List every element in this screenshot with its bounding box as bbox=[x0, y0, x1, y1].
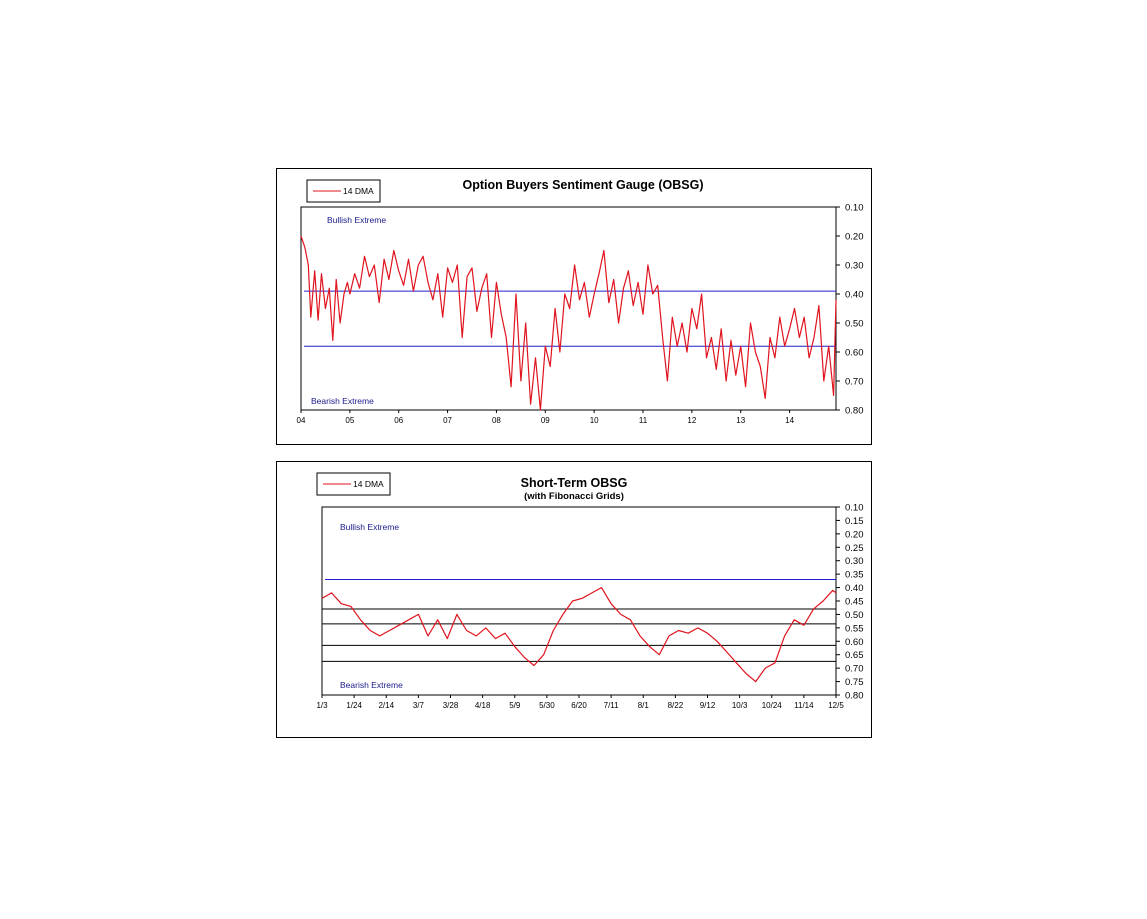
y-tick-label: 0.80 bbox=[845, 405, 864, 417]
x-tick-label: 5/30 bbox=[539, 701, 555, 710]
x-tick-label: 14 bbox=[785, 416, 795, 425]
y-tick-label: 0.25 bbox=[845, 542, 864, 554]
y-tick-label: 0.75 bbox=[845, 677, 864, 689]
x-tick-label: 1/24 bbox=[346, 701, 362, 710]
x-tick-label: 1/3 bbox=[316, 701, 328, 710]
y-tick-label: 0.55 bbox=[845, 623, 864, 635]
obsg-long-term-chart bbox=[277, 169, 873, 446]
x-tick-label: 9/12 bbox=[699, 701, 716, 710]
y-tick-label: 0.70 bbox=[845, 663, 864, 675]
y-tick-label: 0.30 bbox=[845, 556, 864, 568]
plot-area bbox=[301, 207, 836, 410]
x-tick-label: 06 bbox=[394, 416, 404, 425]
obsg-short-term-panel bbox=[276, 461, 872, 738]
x-axis-ticks bbox=[297, 410, 795, 425]
chart-title: Short-Term OBSG bbox=[520, 476, 628, 490]
legend-label: 14 DMA bbox=[343, 186, 374, 196]
y-tick-label: 0.50 bbox=[845, 318, 864, 330]
legend-label: 14 DMA bbox=[353, 479, 384, 489]
x-tick-label: 13 bbox=[736, 416, 746, 425]
x-tick-label: 10/3 bbox=[731, 701, 748, 710]
x-tick-label: 4/18 bbox=[474, 701, 491, 710]
y-tick-label: 0.35 bbox=[845, 569, 864, 581]
y-tick-label: 0.60 bbox=[845, 347, 864, 359]
x-tick-label: 08 bbox=[491, 416, 501, 425]
x-tick-label: 8/22 bbox=[667, 701, 684, 710]
obsg-short-term-chart bbox=[277, 462, 873, 739]
x-tick-label: 3/28 bbox=[442, 701, 459, 710]
obsg-long-term-panel bbox=[276, 168, 872, 445]
y-tick-label: 0.80 bbox=[845, 690, 864, 702]
series-line-14-dma bbox=[322, 588, 836, 682]
plot-area bbox=[322, 507, 836, 695]
x-tick-label: 12/5 bbox=[828, 701, 844, 710]
y-tick-label: 0.15 bbox=[845, 515, 864, 527]
y-tick-label: 0.40 bbox=[845, 289, 864, 301]
y-axis-ticks bbox=[836, 503, 864, 702]
bullish-extreme-label: Bullish Extreme bbox=[340, 522, 400, 532]
x-tick-label: 11/14 bbox=[794, 701, 814, 710]
x-tick-label: 05 bbox=[345, 416, 355, 425]
x-tick-label: 8/1 bbox=[637, 701, 649, 710]
y-tick-label: 0.65 bbox=[845, 650, 864, 662]
bearish-extreme-label: Bearish Extreme bbox=[311, 396, 374, 406]
y-tick-label: 0.10 bbox=[845, 502, 864, 514]
y-tick-label: 0.50 bbox=[845, 609, 864, 621]
x-tick-label: 7/11 bbox=[603, 701, 619, 710]
y-tick-label: 0.20 bbox=[845, 529, 864, 541]
x-tick-label: 09 bbox=[540, 416, 550, 425]
bullish-extreme-label: Bullish Extreme bbox=[327, 215, 387, 225]
x-tick-label: 3/7 bbox=[412, 701, 424, 710]
x-tick-label: 12 bbox=[687, 416, 697, 425]
fibonacci-grid-lines bbox=[322, 609, 836, 661]
chart-title: Option Buyers Sentiment Gauge (OBSG) bbox=[462, 178, 704, 192]
x-tick-label: 5/9 bbox=[509, 701, 521, 710]
y-tick-label: 0.70 bbox=[845, 376, 864, 388]
y-axis-ticks bbox=[836, 203, 864, 417]
x-tick-label: 6/20 bbox=[571, 701, 587, 710]
y-tick-label: 0.40 bbox=[845, 583, 864, 595]
x-tick-label: 10/24 bbox=[761, 701, 782, 710]
chart-subtitle: (with Fibonacci Grids) bbox=[524, 491, 624, 502]
x-tick-label: 10 bbox=[589, 416, 599, 425]
y-tick-label: 0.10 bbox=[845, 202, 864, 214]
series-line-14-dma bbox=[301, 236, 836, 410]
x-tick-label: 04 bbox=[296, 416, 306, 425]
x-tick-label: 07 bbox=[443, 416, 453, 425]
y-tick-label: 0.20 bbox=[845, 231, 864, 243]
y-tick-label: 0.30 bbox=[845, 260, 864, 272]
y-tick-label: 0.45 bbox=[845, 596, 864, 608]
x-axis-ticks bbox=[316, 695, 844, 710]
x-tick-label: 11 bbox=[638, 416, 648, 425]
x-tick-label: 2/14 bbox=[378, 701, 395, 710]
y-tick-label: 0.60 bbox=[845, 636, 864, 648]
bearish-extreme-label: Bearish Extreme bbox=[340, 680, 403, 690]
